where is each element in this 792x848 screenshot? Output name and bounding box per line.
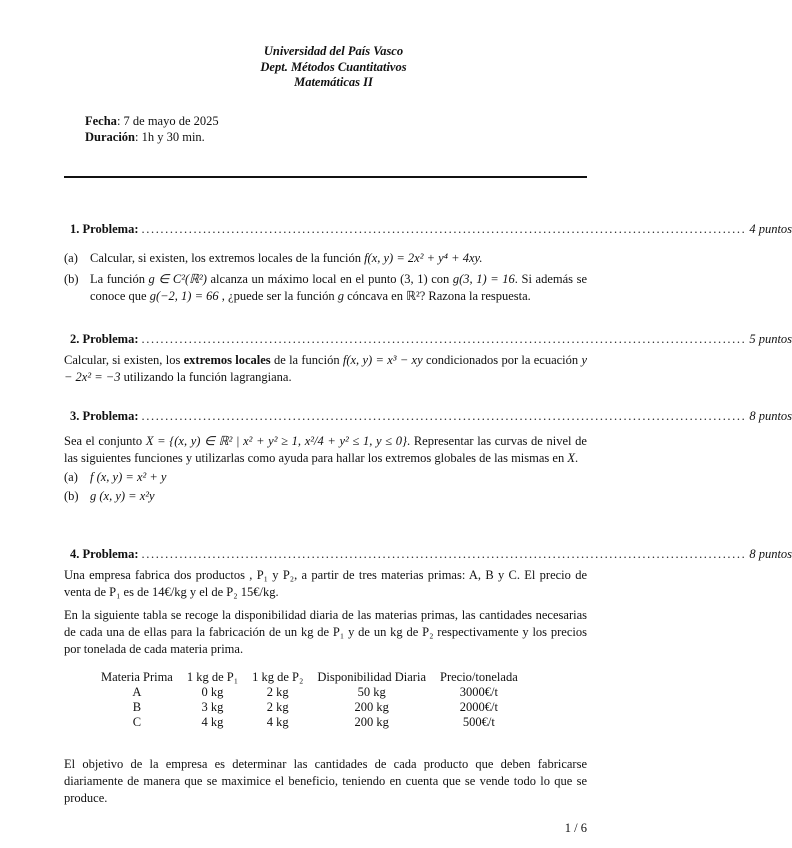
table-cell: 200 kg xyxy=(354,715,389,729)
formula: g xyxy=(337,289,344,303)
problem-1-points: 4 puntos xyxy=(749,222,792,236)
formula: g(3, 1) = 16 xyxy=(452,272,515,286)
problem-2-points: 5 puntos xyxy=(749,332,792,346)
problem-2-label: 2. Problema: xyxy=(70,332,139,346)
problem-3-statement xyxy=(64,433,587,467)
document-header xyxy=(0,44,667,91)
item-text: Calcular, si existen, los extremos locales de la función xyxy=(90,251,365,265)
problem-3-heading xyxy=(64,408,792,425)
table-header-row xyxy=(94,670,525,685)
problem-3-label: 3. Problema: xyxy=(70,409,139,423)
table-cell: 2000€/t xyxy=(459,700,498,714)
formula: X xyxy=(567,451,575,465)
problem-2-heading xyxy=(64,331,792,348)
table-row xyxy=(94,715,525,730)
emphasis: extremos locales xyxy=(183,353,271,367)
problem-4-paragraph-1: Una empresa fabrica dos productos , P₁ y P₂, a partir de tres materias primas: A, B y C. El precio de venta de P₁ es de 14€/kg y el de P₂ 15€/kg. xyxy=(64,568,587,599)
leader-dots: ................................................................................................................................ xyxy=(141,409,747,423)
statement-text: utilizando la función lagrangiana. xyxy=(120,370,292,384)
university-name: Universidad del País Vasco xyxy=(263,44,404,58)
problem-4-paragraph-3: El objetivo de la empresa es determinar las cantidades de cada producto que deben fabricarse diariamente de manera que se maximice el beneficio, teniendo en cuenta que se vende todo lo que se produce. xyxy=(64,757,587,805)
header-divider xyxy=(64,176,587,178)
table-row xyxy=(94,685,525,700)
table-header: 1 kg de P₂ xyxy=(252,670,304,684)
page-number: 1 / 6 xyxy=(564,821,587,835)
date-value: : 7 de mayo de 2025 xyxy=(116,114,219,128)
statement-text: Sea el conjunto xyxy=(64,434,146,448)
table-cell: 4 kg xyxy=(201,715,224,729)
problem-3-item-a xyxy=(64,469,587,486)
problem-1-item-a xyxy=(64,250,587,267)
item-text: La función xyxy=(90,272,149,286)
table-header: Precio/tonelada xyxy=(440,670,518,684)
item-tag: (b) xyxy=(64,272,79,286)
leader-dots: ................................................................................................................................ xyxy=(141,547,747,561)
table-cell: 0 kg xyxy=(201,685,224,699)
table-cell: 2 kg xyxy=(266,685,289,699)
table-cell: A xyxy=(132,685,142,699)
problem-4-label: 4. Problema: xyxy=(70,547,139,561)
item-tag: (a) xyxy=(64,251,78,265)
formula: f(x, y) = x³ − xy xyxy=(342,353,423,367)
item-text: alcanza un máximo local en el punto (3, 1) con xyxy=(206,272,453,286)
problem-1-item-b xyxy=(64,271,587,305)
item-text: , ¿puede ser la función xyxy=(218,289,338,303)
table-cell: 3 kg xyxy=(201,700,224,714)
date-label: Fecha xyxy=(85,114,117,128)
formula: f (x, y) = x² + y xyxy=(90,470,167,484)
item-tag: (a) xyxy=(64,470,78,484)
statement-text: condicionados por la ecuación xyxy=(422,353,582,367)
table-header: 1 kg de P₁ xyxy=(186,670,239,684)
table-cell: C xyxy=(132,715,142,729)
formula: f(x, y) = 2x² + y⁴ + 4xy. xyxy=(364,251,483,265)
problem-4 xyxy=(64,546,792,807)
problem-3-item-b xyxy=(64,488,587,505)
statement-text: de la función xyxy=(270,353,343,367)
course-name: Matemáticas II xyxy=(294,75,373,89)
table-cell: 2 kg xyxy=(266,700,289,714)
formula: g (x, y) = x²y xyxy=(90,489,155,503)
table-cell: 200 kg xyxy=(354,700,389,714)
table-header: Materia Prima xyxy=(101,670,173,684)
table-cell: 3000€/t xyxy=(459,685,498,699)
item-tag: (b) xyxy=(64,489,79,503)
exam-meta xyxy=(85,113,219,145)
problem-4-paragraph-2: En la siguiente tabla se recoge la disponibilidad diaria de las materias primas, las cantidades necesarias de cada una de ellas para la fabricación de un kg de P₁ y de un kg de P₂ respectivamente y los precios por tonelada de cada materia prima. xyxy=(64,608,587,656)
department-name: Dept. Métodos Cuantitativos xyxy=(260,59,407,74)
problem-3-points: 8 puntos xyxy=(749,409,792,423)
table-cell: 50 kg xyxy=(357,685,386,699)
leader-dots: ................................................................................................................................ xyxy=(141,332,747,346)
problem-4-heading xyxy=(64,546,792,563)
raw-materials-table xyxy=(94,670,525,730)
problem-1-label: 1. Problema: xyxy=(70,222,139,236)
duration-value: : 1h y 30 min. xyxy=(135,130,205,144)
item-text: ? Razona la respuesta. xyxy=(419,289,531,303)
item-text: cóncava en xyxy=(343,289,407,303)
problem-1-heading xyxy=(64,221,792,238)
table-cell: B xyxy=(132,700,142,714)
statement-text: . Representar las curvas de nivel de las siguientes funciones y utilizarlas como ayuda para hallar los extremos globales de las mismas en xyxy=(64,434,587,465)
problem-3 xyxy=(64,408,792,505)
table-header: Disponibilidad Diaria xyxy=(317,670,426,684)
problem-1 xyxy=(64,221,792,305)
leader-dots: ................................................................................................................................ xyxy=(141,222,747,236)
problem-2-statement xyxy=(64,352,587,386)
statement-text: Calcular, si existen, los xyxy=(64,353,184,367)
formula: g ∈ C²(ℝ²) xyxy=(148,272,207,286)
problem-2 xyxy=(64,331,792,386)
table-cell: 4 kg xyxy=(266,715,289,729)
formula: ℝ² xyxy=(406,289,420,303)
problem-4-points: 8 puntos xyxy=(749,547,792,561)
item-text: . Si además se conoce que xyxy=(90,272,587,303)
duration-label: Duración xyxy=(85,130,135,144)
formula: g(−2, 1) = 66 xyxy=(149,289,219,303)
table-row xyxy=(94,700,525,715)
table-cell: 500€/t xyxy=(462,715,495,729)
statement-text: . xyxy=(574,451,579,465)
set-definition: X = {(x, y) ∈ ℝ² | x² + y² ≥ 1, x²/4 + y² ≤ 1, y ≤ 0} xyxy=(145,434,408,448)
formula: y − 2x² = −3 xyxy=(64,353,587,384)
